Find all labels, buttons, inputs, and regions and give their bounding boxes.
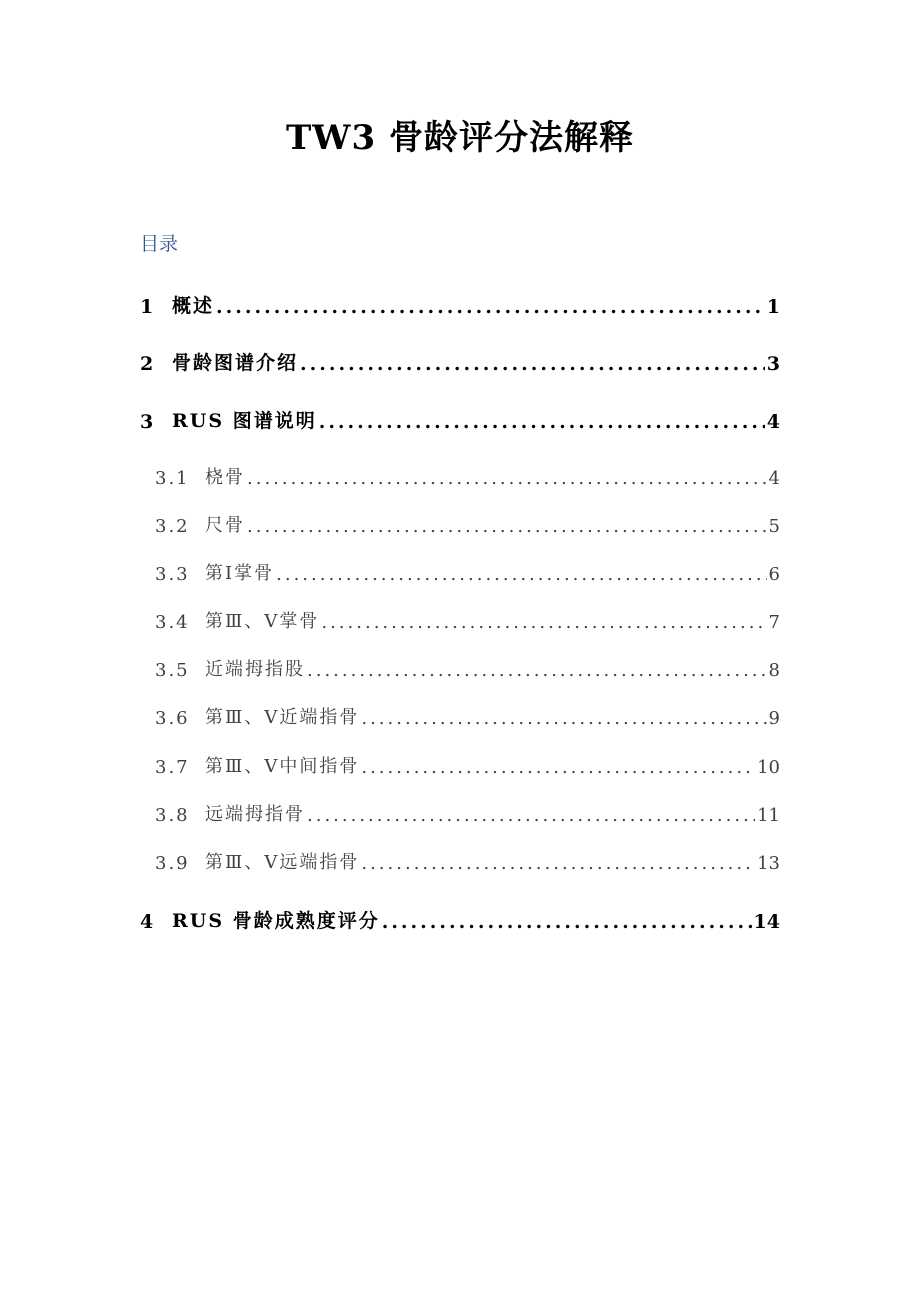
toc-entry-radius[interactable] xyxy=(155,461,780,489)
toc-entry-number: 4 xyxy=(140,911,154,933)
toc-entry-page: 14 xyxy=(753,911,780,933)
toc-entry-page: 8 xyxy=(768,660,780,681)
toc-entry-label: 第Ⅲ、Ⅴ中间指骨 xyxy=(205,756,360,777)
toc-entry-label: 第Ⅰ掌骨 xyxy=(205,563,275,584)
toc-entry-atlas-intro[interactable] xyxy=(140,345,780,375)
toc-entry-rus-maturity-score[interactable] xyxy=(140,903,780,933)
toc-heading: 目录 xyxy=(140,233,179,255)
toc-entry-page: 4 xyxy=(768,468,780,489)
toc-entry-number: 3.5 xyxy=(155,660,190,681)
toc-entry-label: 近端拇指股 xyxy=(205,659,305,680)
toc-entry-metacarpal-1[interactable] xyxy=(155,557,780,585)
toc-dot-leader xyxy=(247,468,767,489)
toc-entry-page: 11 xyxy=(757,805,780,826)
toc-entry-number: 3.6 xyxy=(155,708,190,729)
toc-entry-number: 3.2 xyxy=(155,516,190,537)
toc-dot-leader xyxy=(276,564,766,585)
toc-entry-page: 6 xyxy=(768,564,780,585)
toc-entry-number: 3 xyxy=(140,411,154,433)
toc-dot-leader xyxy=(216,296,765,318)
document-title: TW3 骨龄评分法解释 xyxy=(286,118,634,158)
toc-entry-number: 3.7 xyxy=(155,757,190,778)
toc-entry-number: 3.8 xyxy=(155,805,190,826)
toc-entry-number: 3.4 xyxy=(155,612,190,633)
toc-entry-page: 13 xyxy=(757,853,780,874)
toc-dot-leader xyxy=(247,516,767,537)
toc-dot-leader xyxy=(361,757,755,778)
toc-entry-metacarpal-3-5[interactable] xyxy=(155,605,780,633)
toc-dot-leader xyxy=(307,660,767,681)
toc-entry-middle-phalanx-3-5[interactable] xyxy=(155,750,780,778)
toc-dot-leader xyxy=(319,411,765,433)
toc-entry-label: 第Ⅲ、Ⅴ远端指骨 xyxy=(205,852,360,873)
toc-entry-number: 1 xyxy=(140,296,154,318)
toc-entry-proximal-phalanx-3-5[interactable] xyxy=(155,701,780,729)
toc-entry-page: 7 xyxy=(768,612,780,633)
toc-entry-ulna[interactable] xyxy=(155,509,780,537)
toc-dot-leader xyxy=(382,911,752,933)
toc-entry-label: 第Ⅲ、Ⅴ近端指骨 xyxy=(205,707,360,728)
toc-entry-rus-atlas[interactable] xyxy=(140,403,780,433)
toc-entry-overview[interactable] xyxy=(140,288,780,318)
toc-entry-page: 10 xyxy=(757,757,780,778)
toc-entry-proximal-thumb[interactable] xyxy=(155,653,780,681)
toc-entry-distal-phalanx-3-5[interactable] xyxy=(155,846,780,874)
toc-entry-label: 骨龄图谱介绍 xyxy=(172,352,299,374)
toc-entry-label: 尺骨 xyxy=(205,515,245,536)
toc-entry-label: 概述 xyxy=(172,295,215,317)
toc-entry-number: 3.1 xyxy=(155,468,190,489)
toc-dot-leader xyxy=(300,353,765,375)
toc-dot-leader xyxy=(321,612,766,633)
toc-dot-leader xyxy=(307,805,755,826)
toc-entry-page: 4 xyxy=(766,411,780,433)
toc-entry-label: 第Ⅲ、Ⅴ掌骨 xyxy=(205,611,320,632)
toc-entry-label: RUS 骨龄成熟度评分 xyxy=(172,910,380,932)
toc-dot-leader xyxy=(361,708,766,729)
toc-dot-leader xyxy=(361,853,755,874)
toc-entry-number: 3.3 xyxy=(155,564,190,585)
toc-entry-distal-thumb[interactable] xyxy=(155,798,780,826)
toc-entry-page: 9 xyxy=(768,708,780,729)
toc-entry-label: RUS 图谱说明 xyxy=(172,410,317,432)
toc-entry-number: 3.9 xyxy=(155,853,190,874)
toc-entry-page: 5 xyxy=(768,516,780,537)
toc-entry-label: 远端拇指骨 xyxy=(205,804,305,825)
toc-entry-number: 2 xyxy=(140,353,154,375)
toc-entry-page: 1 xyxy=(766,296,780,318)
toc-entry-label: 桡骨 xyxy=(205,467,245,488)
toc-entry-page: 3 xyxy=(766,353,780,375)
